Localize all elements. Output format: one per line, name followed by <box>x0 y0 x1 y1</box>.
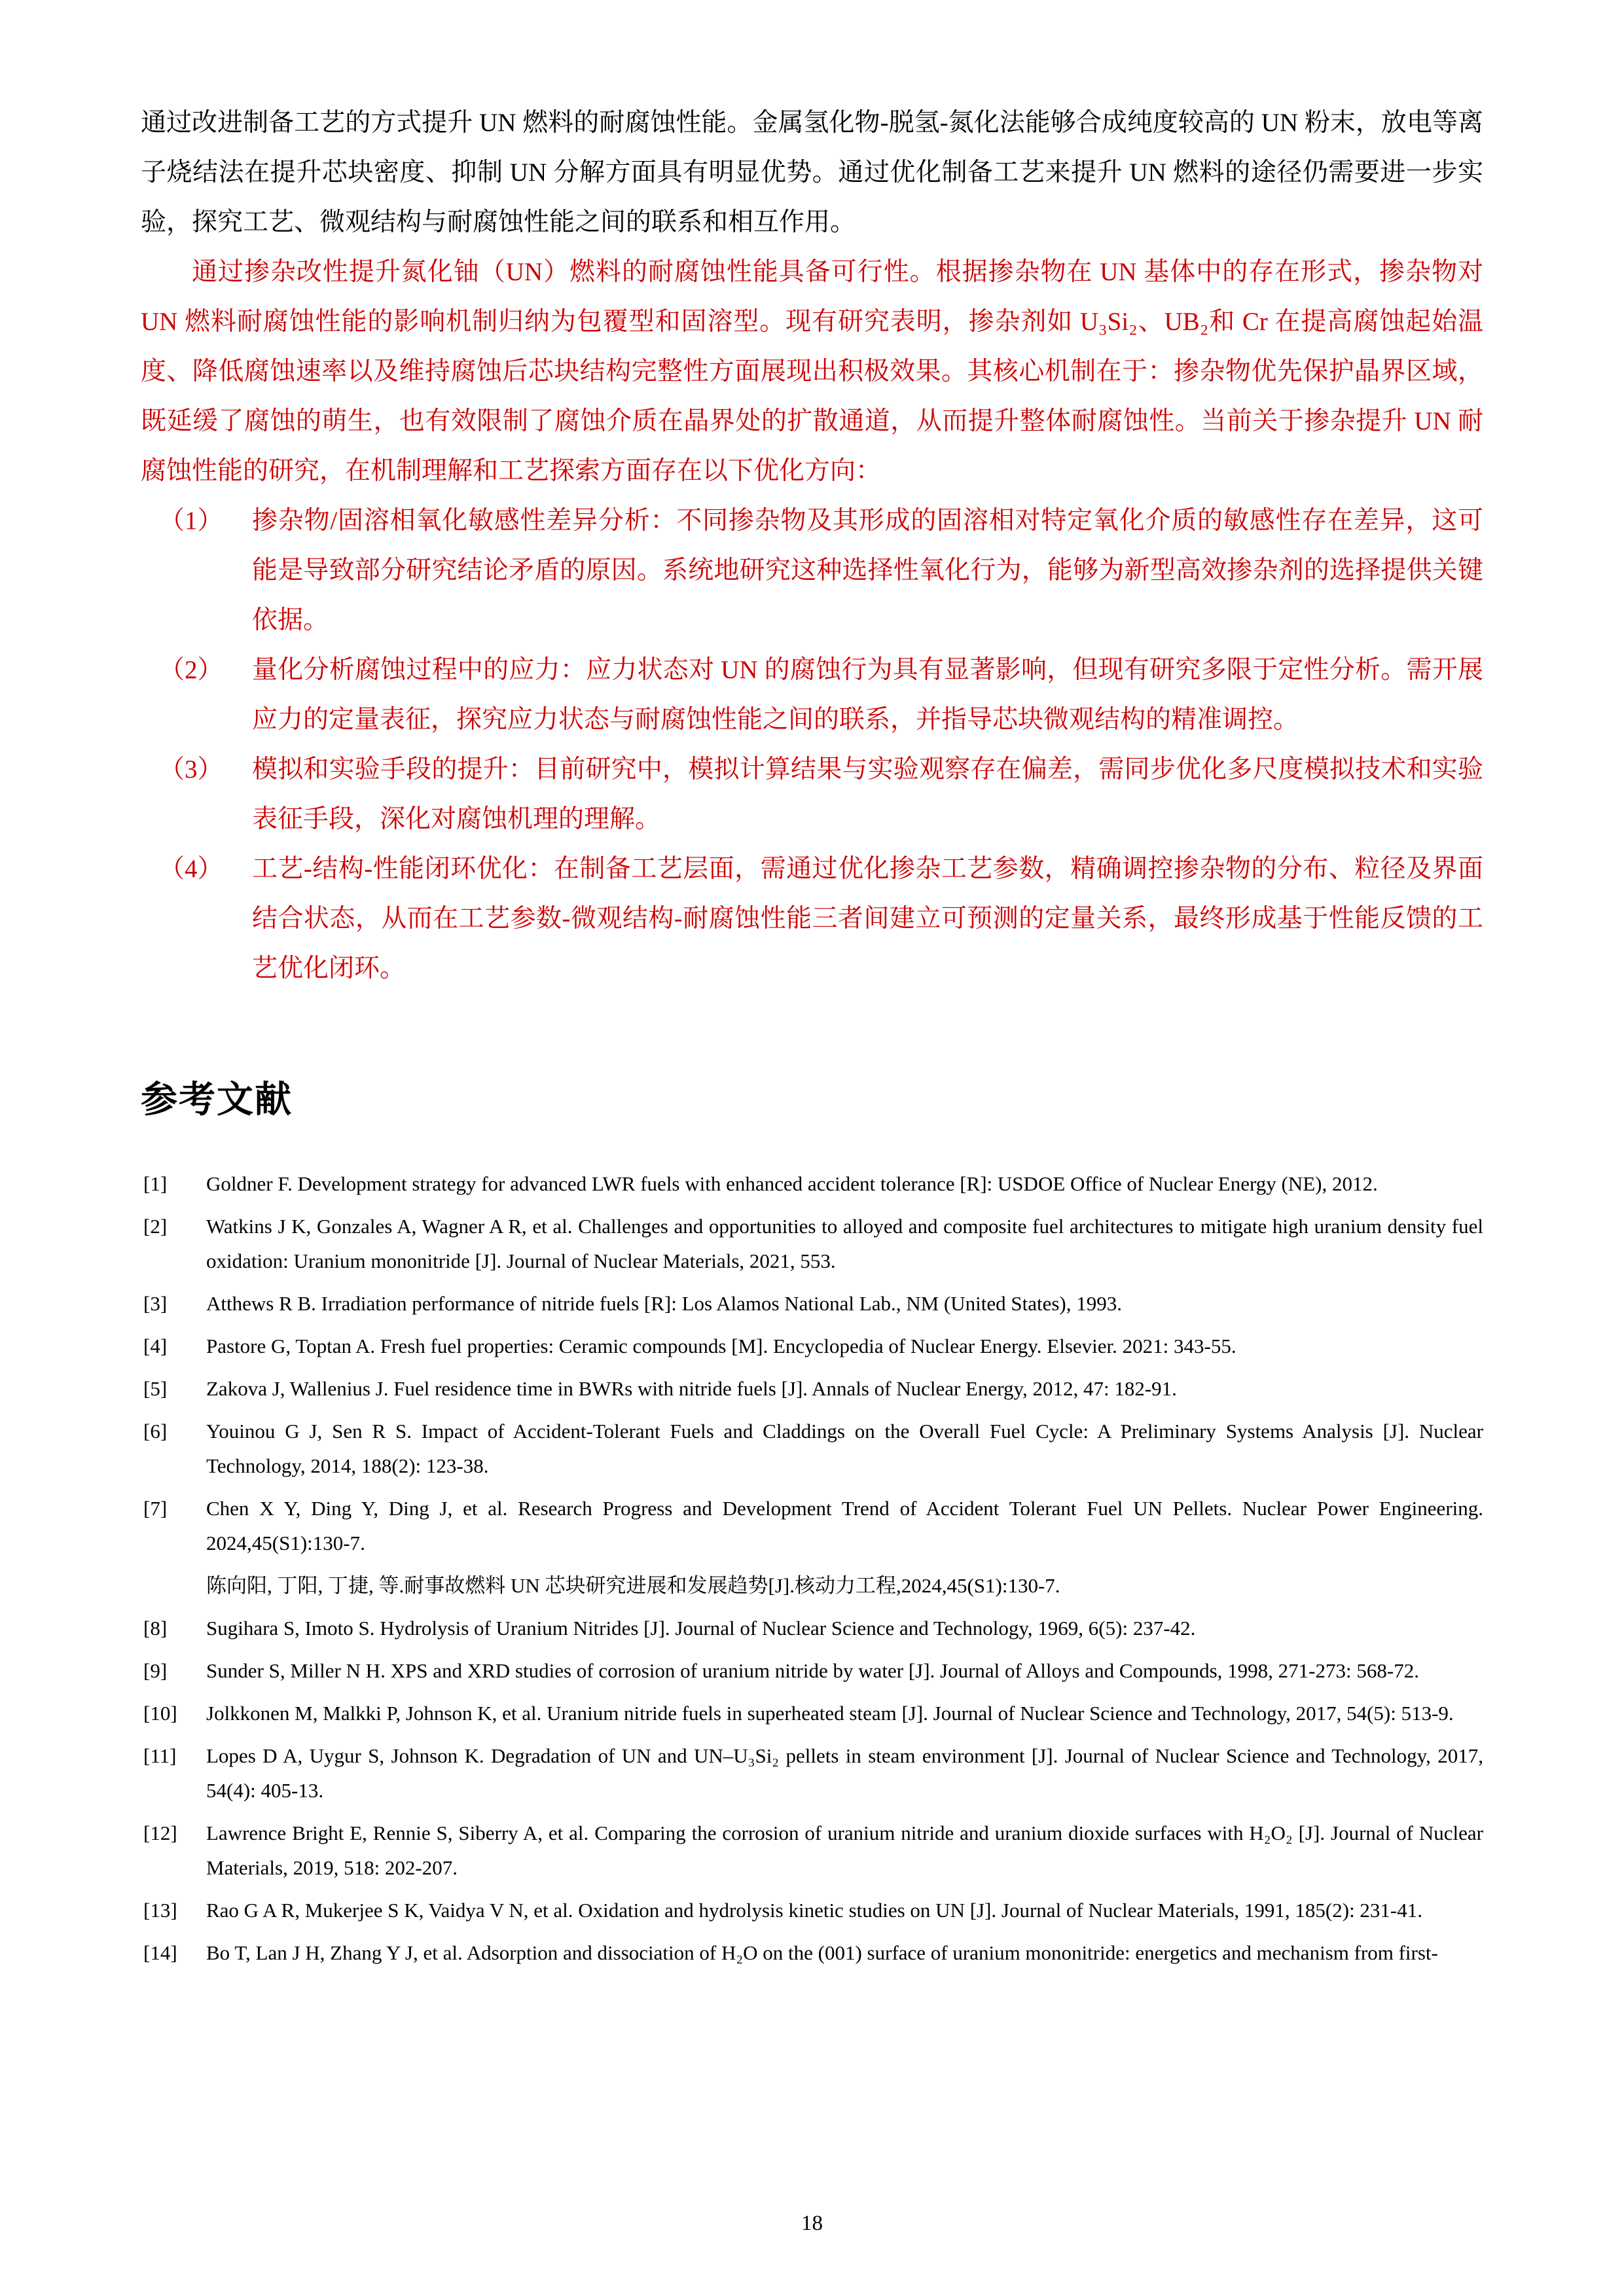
reference-number: [11] <box>143 1744 177 1767</box>
reference-text: Watkins J K, Gonzales A, Wagner A R, et al. Challenges and opportunities to alloyed and composite fuel architectures to mitigate high uranium density fuel oxidation: Uranium mononitride [J]. Journal of Nuclear Materials, 2021, 553. <box>206 1215 1483 1272</box>
reference-number: [7] <box>143 1497 168 1520</box>
reference-item <box>141 1935 1483 1970</box>
reference-number: [9] <box>143 1659 168 1682</box>
list-item <box>141 645 1483 745</box>
reference-item <box>141 1738 1483 1808</box>
references-list <box>141 1166 1483 1970</box>
reference-number: [13] <box>143 1899 177 1922</box>
list-item-text: 模拟和实验手段的提升：目前研究中，模拟计算结果与实验观察存在偏差，需同步优化多尺度模拟技术和实验表征手段，深化对腐蚀机理的理解。 <box>252 755 1483 833</box>
reference-text: 陈向阳, 丁阳, 丁捷, 等.耐事故燃料 UN 芯块研究进展和发展趋势[J].核动力工程,2024,45(S1):130-7. <box>206 1574 1060 1597</box>
reference-item <box>141 1491 1483 1560</box>
list-item-text: 掺杂物/固溶相氧化敏感性差异分析：不同掺杂物及其形成的固溶相对特定氧化介质的敏感性存在差异，这可能是导致部分研究结论矛盾的原因。系统地研究这种选择性氧化行为，能够为新型高效掺杂剂的选择提供关键依据。 <box>252 507 1483 634</box>
reference-item <box>141 1371 1483 1406</box>
reference-item <box>141 1696 1483 1731</box>
reference-number: [2] <box>143 1215 168 1238</box>
reference-item <box>141 1329 1483 1363</box>
reference-number: [3] <box>143 1292 168 1315</box>
references-heading: 参考文献 <box>141 1080 293 1121</box>
reference-item <box>141 1414 1483 1483</box>
reference-text: Youinou G J, Sen R S. Impact of Accident-Tolerant Fuels and Claddings on the Overall Fuel Cycle: A Preliminary Systems Analysis [J]. Nuclear Technology, 2014, 188(2): 123-38. <box>206 1420 1483 1477</box>
reference-item-chinese-variant <box>141 1568 1483 1603</box>
reference-item <box>141 1816 1483 1885</box>
reference-item <box>141 1611 1483 1645</box>
reference-number: [12] <box>143 1821 177 1844</box>
reference-item <box>141 1209 1483 1278</box>
paragraph-process-improvement: 通过改进制备工艺的方式提升 UN 燃料的耐腐蚀性能。金属氢化物-脱氢-氮化法能够合成纯度较高的 UN 粉末，放电等离子烧结法在提升芯块密度、抑制 UN 分解方面具有明显优势。通过优化制备工艺来提升 UN 燃料的途径仍需要进一步实验，探究工艺、微观结构与耐腐蚀性能之间的联系和相互作用。 <box>141 109 1483 236</box>
reference-text: Bo T, Lan J H, Zhang Y J, et al. Adsorption and dissociation of H₂O on the (001) surface of uranium mononitride: energetics and mechanism from first- <box>206 1941 1438 1964</box>
reference-item <box>141 1893 1483 1928</box>
reference-text: Rao G A R, Mukerjee S K, Vaidya V N, et al. Oxidation and hydrolysis kinetic studies on UN [J]. Journal of Nuclear Materials, 1991, 185(2): 231-41. <box>206 1899 1423 1922</box>
reference-text: Chen X Y, Ding Y, Ding J, et al. Research Progress and Development Trend of Accident Tolerant Fuel UN Pellets. Nuclear Power Engineering. 2024,45(S1):130-7. <box>206 1497 1483 1554</box>
reference-number: [6] <box>143 1420 168 1443</box>
reference-text: Lawrence Bright E, Rennie S, Siberry A, et al. Comparing the corrosion of uranium nitride and uranium dioxide surfaces with H₂O₂ [J]. Journal of Nuclear Materials, 2019, 518: 202-207. <box>206 1821 1483 1879</box>
reference-text: Zakova J, Wallenius J. Fuel residence time in BWRs with nitride fuels [J]. Annals of Nuclear Energy, 2012, 47: 182-91. <box>206 1377 1177 1400</box>
page-number: 18 <box>801 2212 823 2235</box>
reference-number: [5] <box>143 1377 168 1400</box>
reference-text: Jolkkonen M, Malkki P, Johnson K, et al. Uranium nitride fuels in superheated steam [J]. Journal of Nuclear Science and Technology, 2017, 54(5): 513-9. <box>206 1702 1454 1725</box>
reference-text: Sugihara S, Imoto S. Hydrolysis of Uranium Nitrides [J]. Journal of Nuclear Science and Technology, 1969, 6(5): 237-42. <box>206 1617 1196 1640</box>
page-content <box>141 98 1483 1978</box>
list-item <box>141 844 1483 994</box>
list-item-marker: （1） <box>159 507 223 535</box>
reference-number: [4] <box>143 1335 168 1357</box>
list-item <box>141 745 1483 844</box>
list-item-marker: （3） <box>159 755 223 783</box>
reference-number: [1] <box>143 1172 168 1195</box>
reference-text: Sunder S, Miller N H. XPS and XRD studies of corrosion of uranium nitride by water [J]. Journal of Alloys and Compounds, 1998, 271-273: 568-72. <box>206 1659 1419 1682</box>
reference-item <box>141 1286 1483 1321</box>
list-item <box>141 496 1483 645</box>
reference-text: Atthews R B. Irradiation performance of nitride fuels [R]: Los Alamos National Lab., NM (United States), 1993. <box>206 1292 1122 1315</box>
reference-item <box>141 1166 1483 1201</box>
list-item-marker: （2） <box>159 656 223 684</box>
reference-number: [10] <box>143 1702 177 1725</box>
reference-item <box>141 1653 1483 1688</box>
reference-text: Pastore G, Toptan A. Fresh fuel properties: Ceramic compounds [M]. Encyclopedia of Nuclear Energy. Elsevier. 2021: 343-55. <box>206 1335 1236 1357</box>
list-item-text: 量化分析腐蚀过程中的应力：应力状态对 UN 的腐蚀行为具有显著影响，但现有研究多限于定性分析。需开展应力的定量表征，探究应力状态与耐腐蚀性能之间的联系，并指导芯块微观结构的精准调控。 <box>252 656 1483 734</box>
list-item-marker: （4） <box>159 855 223 883</box>
paragraph-doping-feasibility: 通过掺杂改性提升氮化铀（UN）燃料的耐腐蚀性能具备可行性。根据掺杂物在 UN 基体中的存在形式，掺杂物对 UN 燃料耐腐蚀性能的影响机制归纳为包覆型和固溶型。现有研究表明，掺杂剂如 U₃Si₂、UB₂和 Cr 在提高腐蚀起始温度、降低腐蚀速率以及维持腐蚀后芯块结构完整性方面展现出积极效果。其核心机制在于：掺杂物优先保护晶界区域，既延缓了腐蚀的萌生，也有效限制了腐蚀介质在晶界处的扩散通道，从而提升整体耐腐蚀性。当前关于掺杂提升 UN 耐腐蚀性能的研究，在机制理解和工艺探索方面存在以下优化方向： <box>141 258 1483 485</box>
list-item-text: 工艺-结构-性能闭环优化：在制备工艺层面，需通过优化掺杂工艺参数，精确调控掺杂物的分布、粒径及界面结合状态，从而在工艺参数-微观结构-耐腐蚀性能三者间建立可预测的定量关系，最终形成基于性能反馈的工艺优化闭环。 <box>252 855 1483 982</box>
reference-number: [8] <box>143 1617 168 1640</box>
reference-text: Goldner F. Development strategy for advanced LWR fuels with enhanced accident tolerance [R]: USDOE Office of Nuclear Energy (NE), 2012. <box>206 1172 1378 1195</box>
reference-text: Lopes D A, Uygur S, Johnson K. Degradation of UN and UN–U₃Si₂ pellets in steam environment [J]. Journal of Nuclear Science and Technology, 2017, 54(4): 405-13. <box>206 1744 1483 1802</box>
reference-number: [14] <box>143 1941 177 1964</box>
optimization-directions-list <box>141 496 1483 994</box>
